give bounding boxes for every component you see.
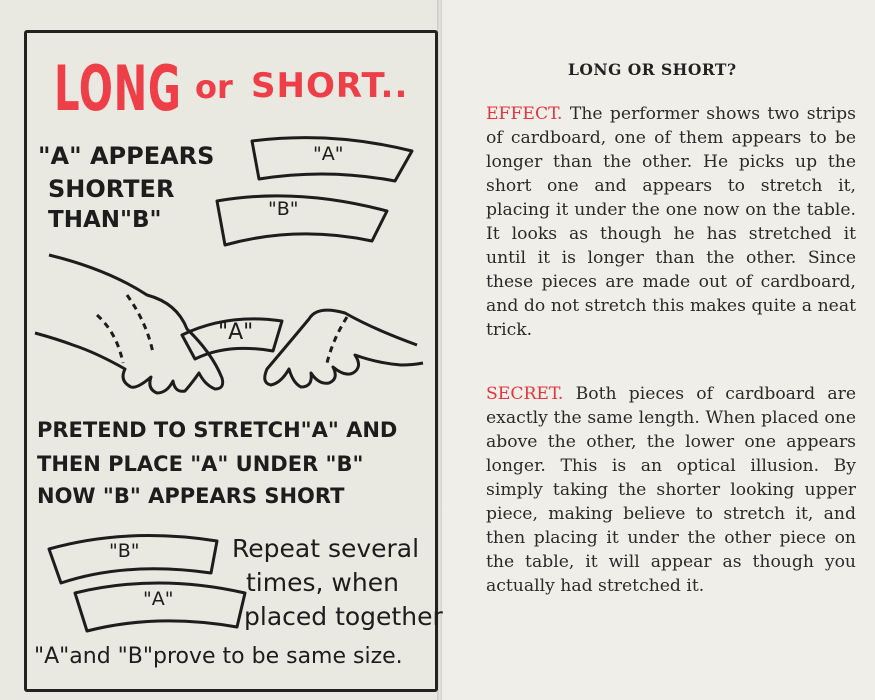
title-or: or [195, 68, 233, 106]
footer-caption: "A"and "B"prove to be same size. [34, 644, 403, 669]
repeat-line-2: times, when [246, 568, 399, 597]
instruction-line-3: NOW "B" APPEARS SHORT [37, 484, 345, 508]
caption-line-1: "A" APPEARS [38, 142, 215, 170]
instruction-line-1: PRETEND TO STRETCH"A" AND [37, 418, 398, 442]
secret-text: Both pieces of cardboard are exactly the same length. When placed one above the other, the lower one appears longer. This is an optical illusion. By simply taking the shorter looking upper piece, making believe to stretch it, and then placing it under the other piece on the table, it will appear as though you actually had stretched it. [486, 384, 856, 596]
left-hand [35, 255, 223, 393]
effect-text: The performer shows two strips of cardboard, one of them appears to be longer than the other. He picks up the short one and appears to stretch it, placing it under the one now on the table. It looks as though he has stretched it until it is longer than the other. Since these pieces are made out of cardboard, and do not stretch this makes quite a neat trick. [486, 104, 856, 340]
strip-a-hands-label: "A" [218, 320, 254, 345]
instruction-line-2: THEN PLACE "A" UNDER "B" [37, 452, 364, 476]
repeat-line-3: placed together [244, 602, 443, 631]
effect-paragraph [486, 102, 856, 342]
strip-a-top-label: "A" [313, 143, 344, 165]
secret-paragraph [486, 382, 856, 598]
title-long: LONG [54, 52, 182, 125]
page-title: LONG OR SHORT? [568, 60, 737, 79]
caption-line-2: SHORTER [48, 175, 175, 203]
title-short: SHORT.. [251, 66, 409, 106]
secret-label: SECRET. [486, 384, 564, 404]
strip-a-bottom-label: "A" [143, 588, 174, 610]
strip-b-top-shape [217, 196, 387, 245]
strip-b-top-label: "B" [268, 198, 299, 220]
strip-b-bottom-label: "B" [109, 540, 140, 562]
effect-label: EFFECT. [486, 104, 563, 124]
repeat-line-1: Repeat several [232, 534, 420, 563]
caption-line-3: THAN"B" [48, 207, 162, 233]
